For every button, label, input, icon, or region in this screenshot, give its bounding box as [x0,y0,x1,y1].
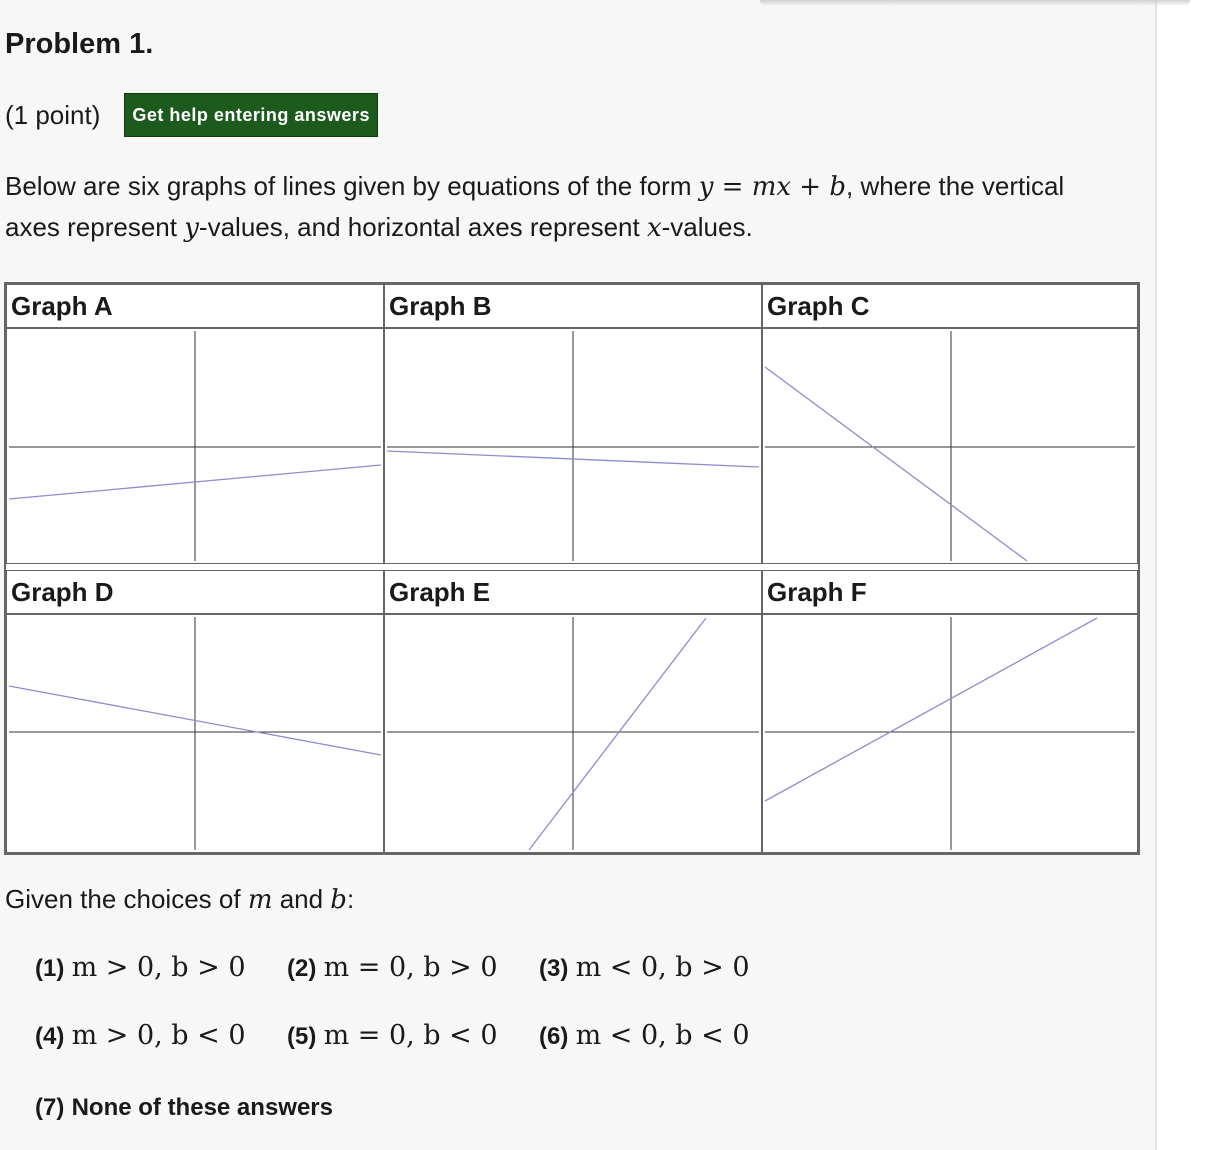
graph-d-plot [7,615,383,852]
help-button-label: Get help entering answers [132,104,370,125]
graph-f-label: Graph F [762,570,1138,614]
choice-3: (3) m < 0, b > 0 [539,952,750,983]
choice-2: (2) m = 0, b > 0 [287,952,498,983]
graph-c-line [765,367,1027,561]
graph-e-line [529,618,706,850]
choices-intro: Given the choices of m and b: [5,884,355,915]
top-shadow [760,0,1190,6]
graph-e-plot [385,615,761,852]
problem-intro: Below are six graphs of lines given by equations of the form y = mx + b, where the vertical axes represent y-values, and horizontal axes represent x-values. [5,171,1065,243]
graph-b-label: Graph B [384,284,762,328]
problem-title: Problem 1. [5,28,154,60]
graph-c-plot [763,329,1137,563]
graph-a [6,328,384,564]
choice-1: (1) m > 0, b > 0 [35,952,246,983]
equation: y = mx + b [698,172,846,202]
choice-5: (5) m = 0, b < 0 [287,1020,498,1051]
y-variable: y [184,213,199,243]
graph-e [384,614,762,853]
graph-e-label: Graph E [384,570,762,614]
graph-a-plot [7,329,383,563]
graph-d [6,614,384,853]
choice-4: (4) m > 0, b < 0 [35,1020,246,1051]
graph-f [762,614,1138,853]
graph-c-label: Graph C [762,284,1138,328]
graph-b-plot [385,329,761,563]
x-variable: x [646,213,662,243]
points-row [5,93,378,137]
choice-6: (6) m < 0, b < 0 [539,1020,750,1051]
graph-b [384,328,762,564]
right-sidebar-strip [1155,0,1218,1150]
graph-a-label: Graph A [6,284,384,328]
graph-d-label: Graph D [6,570,384,614]
points-label: (1 point) [5,99,101,130]
help-entering-answers-button[interactable] [124,93,378,137]
choice-7: (7) None of these answers [35,1094,333,1121]
graph-f-plot [763,615,1137,852]
graphs-table [4,282,1140,855]
graph-f-line [765,618,1097,801]
graph-c [762,328,1138,564]
